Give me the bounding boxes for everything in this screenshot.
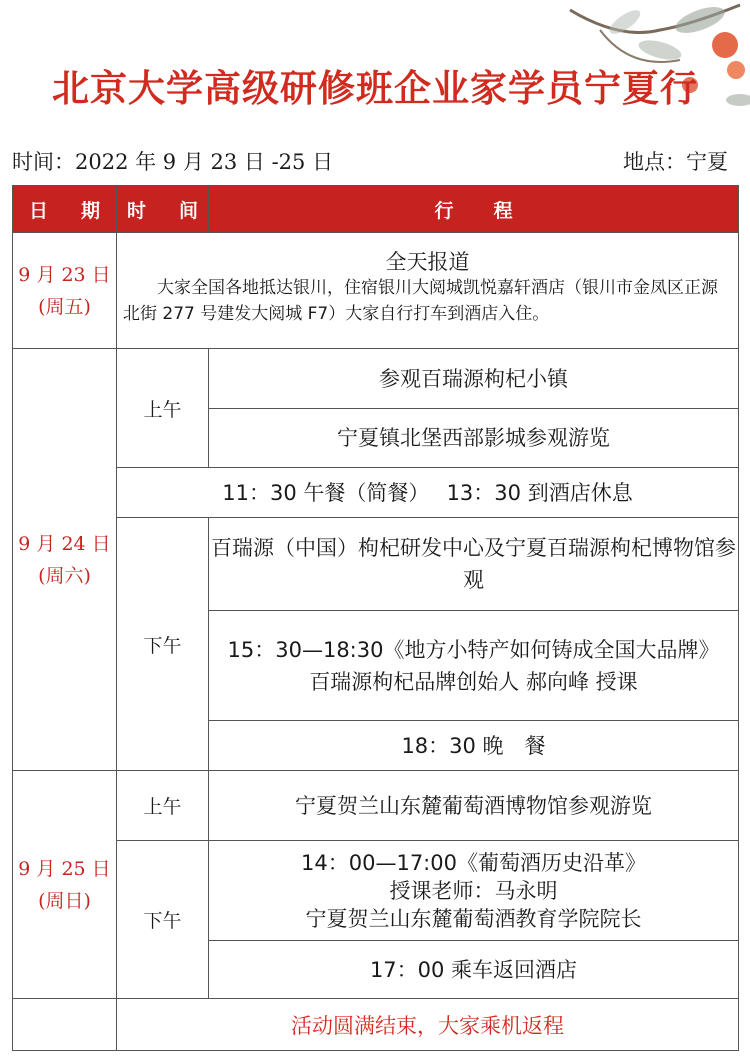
header-time: 时 间 [117, 186, 209, 233]
arrival-title: 全天报道 [385, 249, 470, 274]
schedule-item: 百瑞源（中国）枸杞研发中心及宁夏百瑞源枸杞博物馆参观 [209, 518, 739, 611]
closing-note: 活动圆满结束，大家乘机返程 [117, 999, 739, 1051]
schedule-table [12, 185, 739, 1051]
schedule-item: 宁夏镇北堡西部影城参观游览 [209, 409, 739, 468]
date-cell: 9 月 23 日 (周五) [13, 233, 117, 349]
table-row [13, 349, 739, 409]
event-time: 时间：2022 年 9 月 23 日 -25 日 [12, 150, 334, 174]
schedule-item: 宁夏贺兰山东麓葡萄酒博物馆参观游览 [209, 771, 739, 841]
table-row [13, 841, 739, 941]
period-afternoon: 下午 [117, 518, 209, 771]
header-plan: 行程 [209, 186, 739, 233]
table-row [13, 771, 739, 841]
event-location: 地点：宁夏 [623, 150, 728, 174]
event-meta [12, 146, 728, 178]
lunch-item: 11：30 午餐（简餐） 13：30 到酒店休息 [117, 468, 739, 518]
date-cell: 9 月 25 日 (周日) [13, 771, 117, 999]
table-row [13, 233, 739, 349]
dinner-item: 18：30 晚 餐 [209, 721, 739, 771]
closing-date-cell [13, 999, 117, 1051]
arrival-description: 大家全国各地抵达银川，住宿银川大阅城凯悦嘉轩酒店（银川市金凤区正源北街 277 号建发大阅城 F7）大家自行打车到酒店入住。 [123, 277, 718, 324]
page-title: 北京大学高级研修班企业家学员宁夏行 [52, 67, 698, 110]
return-item: 17：00 乘车返回酒店 [209, 941, 739, 999]
table-header-row [13, 186, 739, 233]
period-afternoon: 下午 [117, 841, 209, 999]
table-row [13, 518, 739, 611]
table-row [13, 999, 739, 1051]
lecture-item: 15：30—18:30《地方小特产如何铸成全国大品牌》 百瑞源枸杞品牌创始人 郝向峰 授课 [209, 611, 739, 721]
table-row [13, 468, 739, 518]
lecture-item: 14：00—17:00《葡萄酒历史沿革》 授课老师：马永明 宁夏贺兰山东麓葡萄酒教育学院院长 [209, 841, 739, 941]
date-cell: 9 月 24 日 (周六) [13, 349, 117, 771]
schedule-item: 参观百瑞源枸杞小镇 [209, 349, 739, 409]
arrival-cell [117, 233, 739, 349]
period-morning: 上午 [117, 771, 209, 841]
header-date: 日 期 [13, 186, 117, 233]
period-morning: 上午 [117, 349, 209, 468]
